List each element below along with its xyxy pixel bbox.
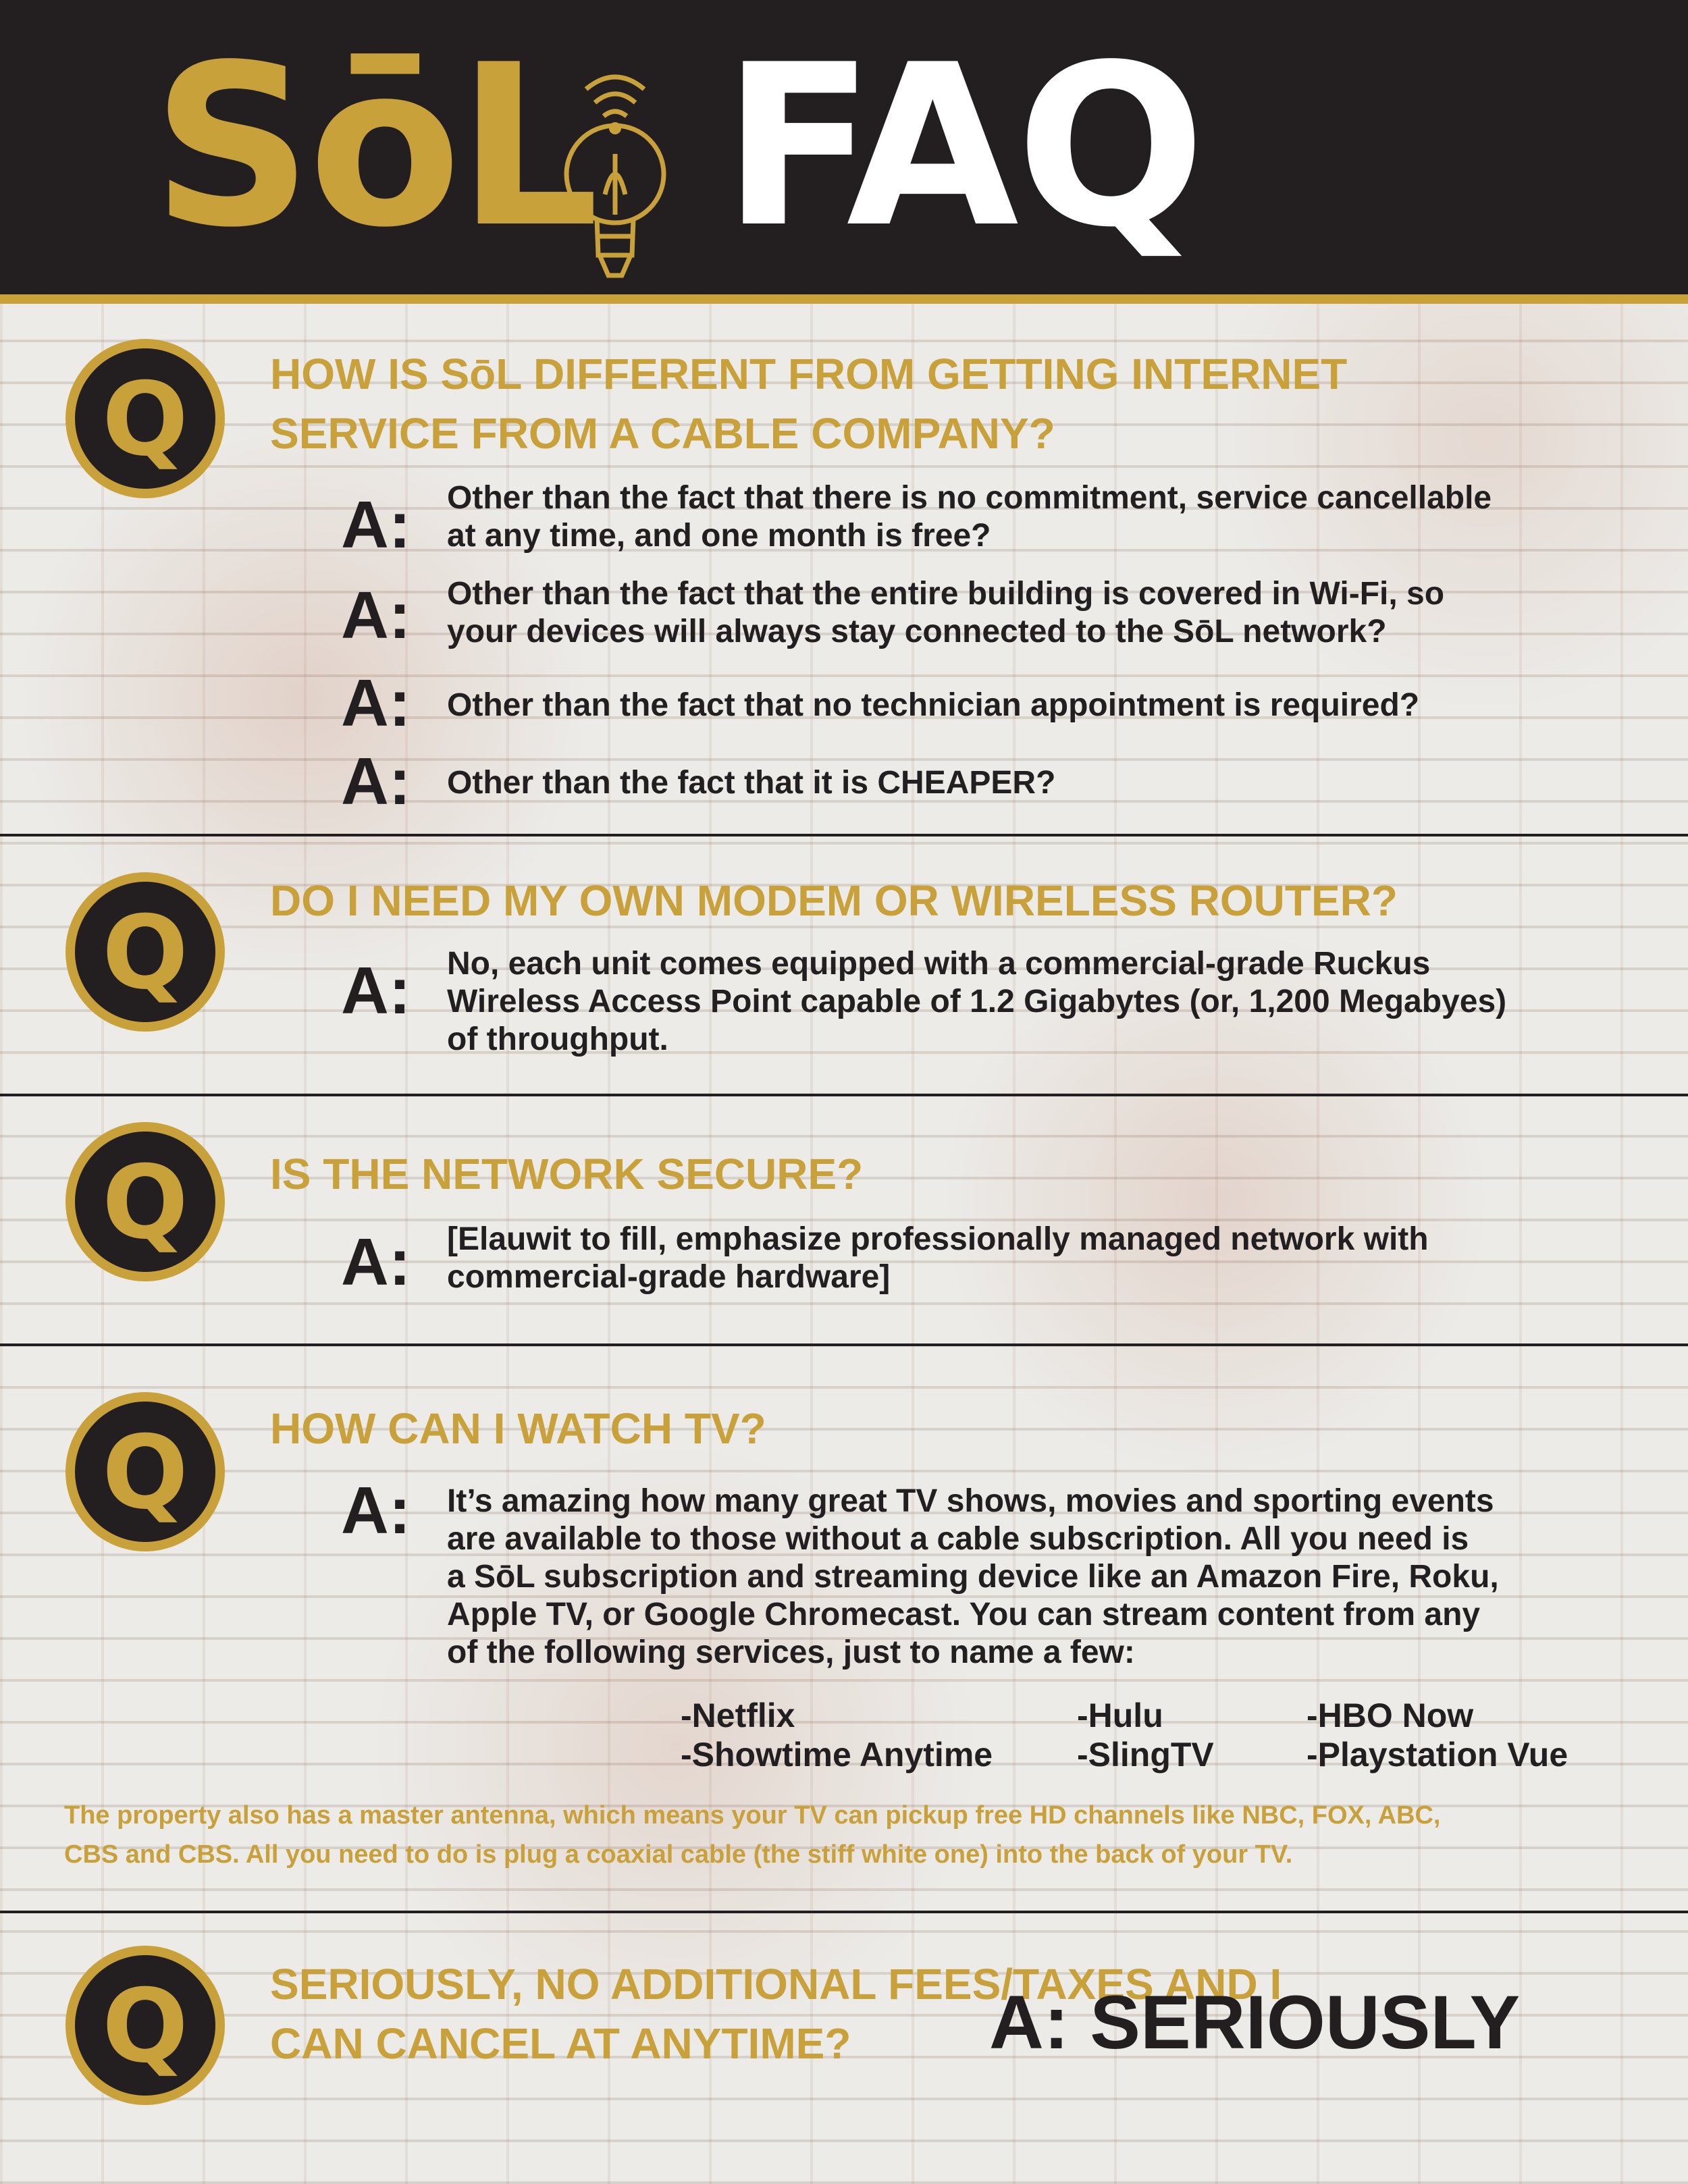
answer-label: A: [341,666,411,740]
answer-line: It’s amazing how many great TV shows, movies and sporting events [447,1483,1494,1519]
service-item: -Hulu [1077,1697,1163,1734]
answer-line: Apple TV, or Google Chromecast. You can stream content from any [447,1597,1481,1632]
section-divider [0,1911,1688,1913]
question-line: CAN CANCEL AT ANYTIME? [270,2019,851,2068]
question-line: SERVICE FROM A CABLE COMPANY? [270,409,1055,458]
question-line: HOW IS SōL DIFFERENT FROM GETTING INTERNET [270,350,1348,398]
svg-text:Q: Q [102,361,188,479]
svg-text:Q: Q [102,1414,188,1532]
answer-line: No, each unit comes equipped with a commercial-grade Ruckus [447,946,1431,982]
faq-question [270,1144,863,1204]
faq-answer [447,1483,1499,1672]
answer-line: are available to those without a cable subscription. All you need is [447,1521,1469,1557]
answer-label: A: [341,744,411,818]
answer-line: a SōL subscription and streaming device like an Amazon Fire, Roku, [447,1559,1499,1595]
page-title: FAQ [722,17,1203,276]
faq-answer [447,575,1444,651]
final-answer: A: SERIOUSLY [989,1980,1521,2065]
faq-answer [447,687,1419,724]
streaming-service-list [1077,1696,1214,1774]
answer-line: Other than the fact that no technician appointment is required? [447,687,1420,723]
service-item: -SlingTV [1077,1736,1214,1774]
q-badge-icon [61,868,230,1036]
service-item: -HBO Now [1307,1697,1474,1734]
brand-logo-text: SōL [152,17,596,276]
answer-label: A: [341,1225,411,1299]
faq-question [270,1399,766,1458]
section-divider [0,834,1688,836]
answer-label: A: [341,487,411,562]
faq-question [270,871,1398,930]
q-badge-icon [61,1941,230,2110]
answer-line: of throughput. [447,1021,668,1057]
answer-label: A: [341,578,411,652]
faq-answer [447,479,1492,555]
section-divider [0,1094,1688,1096]
service-item: -Playstation Vue [1307,1736,1568,1774]
answer-line: commercial-grade hardware] [447,1259,891,1295]
q-badge-icon [61,334,230,503]
section-divider [0,1343,1688,1346]
faq-question [270,344,1347,463]
answer-line: your devices will always stay connected to the SōL network? [447,614,1387,649]
streaming-service-list [1307,1696,1568,1774]
q-badge-icon [61,1117,230,1286]
answer-line: Wireless Access Point capable of 1.2 Gigabytes (or, 1,200 Megabyes) [447,984,1507,1019]
answer-label: A: [341,953,411,1028]
faq-answer [447,764,1055,802]
question-line: SERIOUSLY, NO ADDITIONAL FEES/TAXES AND I [270,1960,1282,2008]
answer-line: Other than the fact that the entire building is covered in Wi-Fi, so [447,576,1445,612]
streaming-service-list [681,1696,993,1774]
answer-line: at any time, and one month is free? [447,518,991,554]
header-banner [0,0,1688,304]
answer-label: A: [341,1473,411,1547]
q-badge-icon [61,1387,230,1556]
question-line: HOW CAN I WATCH TV? [270,1404,766,1453]
question-line: IS THE NETWORK SECURE? [270,1150,864,1198]
answer-line: Other than the fact that it is CHEAPER? [447,765,1056,801]
faq-answer [447,1221,1429,1296]
service-item: -Showtime Anytime [681,1736,993,1774]
answer-line: Other than the fact that there is no commitment, service cancellable [447,480,1492,516]
answer-line: [Elauwit to fill, emphasize professionally managed network with [447,1221,1429,1257]
antenna-note [64,1796,1637,1874]
note-line: CBS and CBS. All you need to do is plug a coaxial cable (the stiff white one) into the back of your TV. [64,1840,1293,1869]
faq-answer [447,945,1506,1059]
svg-text:Q: Q [102,1144,188,1262]
answer-line: of the following services, just to name a few: [447,1634,1135,1670]
note-line: The property also has a master antenna, which means your TV can pickup free HD channels like NBC, FOX, ABC, [64,1801,1441,1830]
lightbulb-wifi-icon [558,53,672,296]
service-item: -Netflix [681,1697,795,1734]
svg-text:Q: Q [102,1968,188,2085]
svg-text:Q: Q [102,895,188,1012]
question-line: DO I NEED MY OWN MODEM OR WIRELESS ROUTER? [270,876,1398,925]
